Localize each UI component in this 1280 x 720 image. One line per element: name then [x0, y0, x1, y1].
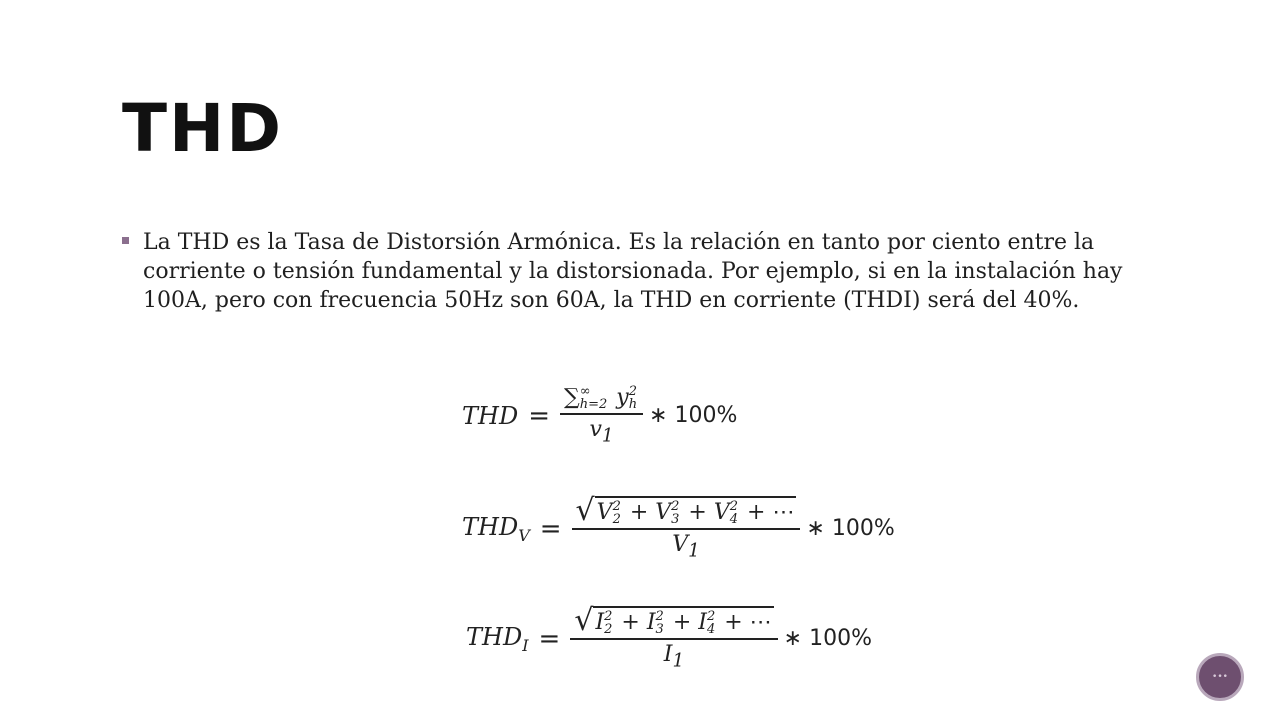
- den-sub: 1: [688, 540, 700, 562]
- term-indices: [629, 385, 637, 411]
- bullet-item: [122, 228, 1162, 315]
- lhs-sub: V: [518, 525, 530, 545]
- den-sub: 1: [601, 425, 614, 447]
- thd-i-formula: [466, 603, 872, 672]
- term-sup: 2: [628, 384, 637, 399]
- term-sub: 3: [671, 512, 680, 527]
- term-indices: [671, 500, 679, 526]
- sum-limits: [580, 385, 608, 411]
- slide-title: THD: [122, 90, 284, 167]
- ellipsis: + ⋯: [724, 610, 772, 635]
- fraction: [570, 603, 777, 672]
- denominator: [672, 530, 700, 561]
- formula-lhs: [466, 623, 529, 655]
- factor: ∗ 100%: [806, 516, 895, 542]
- term-sub: 2: [604, 622, 613, 637]
- radicand: I 2 2 + I 2 3 + I 2 4 + ⋯: [593, 606, 773, 636]
- denominator: [664, 640, 684, 671]
- term: y: [616, 385, 629, 410]
- bullet-text: La THD es la Tasa de Distorsión Armónica. Es la relación en tanto por ciento entre la corriente o tensión fundamental y la distorsionada. Por ejemplo, si en la instalación hay 100A, pero con frecuencia 50Hz son 60A, la THD en corriente (THDI) será del 40%.: [143, 230, 1123, 313]
- term-sub: 4: [706, 622, 716, 637]
- sum-upper: ∞: [579, 384, 591, 399]
- slide-nav-icon: •••: [1212, 672, 1228, 682]
- numerator: [570, 603, 777, 638]
- radicand: V 2 2 + V 2 3 + V 2 4 + ⋯: [595, 496, 797, 526]
- formula-lhs: THD: [462, 401, 519, 430]
- term: V: [655, 500, 672, 525]
- term: I: [646, 610, 656, 635]
- term-sub: 3: [655, 622, 664, 637]
- fraction: [572, 493, 801, 562]
- term: V: [596, 500, 613, 525]
- bullet-square-icon: [122, 237, 129, 244]
- lhs-text: THD: [466, 622, 523, 651]
- numerator: [572, 493, 801, 528]
- term-indices: [707, 610, 715, 636]
- lhs-sub: I: [522, 635, 529, 655]
- ellipsis: + ⋯: [747, 500, 795, 525]
- thd-formula: [462, 385, 737, 446]
- term-sup: 2: [729, 499, 739, 514]
- sum-lower: h=2: [579, 397, 608, 412]
- term-indices: [730, 500, 738, 526]
- factor: ∗ 100%: [649, 403, 738, 429]
- term-indices: [613, 500, 621, 526]
- formula-lhs: [462, 513, 530, 545]
- slide-nav-button[interactable]: [1196, 653, 1244, 701]
- factor: ∗ 100%: [783, 626, 872, 652]
- den-var: I: [663, 642, 673, 667]
- term-indices: [604, 610, 612, 636]
- term-sub: 2: [612, 512, 621, 527]
- term: I: [595, 610, 605, 635]
- term: V: [713, 500, 730, 525]
- equals-sign: =: [528, 400, 550, 431]
- equals-sign: =: [538, 623, 561, 654]
- den-sub: 1: [672, 650, 685, 672]
- term-sub: 4: [729, 512, 739, 527]
- radical-icon: √: [574, 603, 594, 638]
- sum-symbol: ∑: [563, 385, 580, 410]
- term-sup: 2: [604, 609, 613, 624]
- square-root: [575, 493, 797, 528]
- thd-v-formula: [462, 493, 895, 562]
- fraction: [560, 385, 643, 446]
- equals-sign: =: [539, 513, 562, 544]
- term-sup: 2: [671, 499, 680, 514]
- den-var: v: [589, 417, 602, 442]
- term-sup: 2: [612, 499, 621, 514]
- term-sub: h: [628, 397, 638, 412]
- term: I: [698, 610, 707, 635]
- square-root: [574, 603, 773, 638]
- term-indices: [656, 610, 664, 636]
- radical-icon: √: [575, 493, 595, 528]
- term-sup: 2: [655, 609, 664, 624]
- lhs-text: THD: [462, 512, 519, 541]
- numerator: [560, 385, 643, 413]
- denominator: [589, 415, 613, 446]
- den-var: V: [672, 532, 689, 557]
- term-sup: 2: [706, 609, 716, 624]
